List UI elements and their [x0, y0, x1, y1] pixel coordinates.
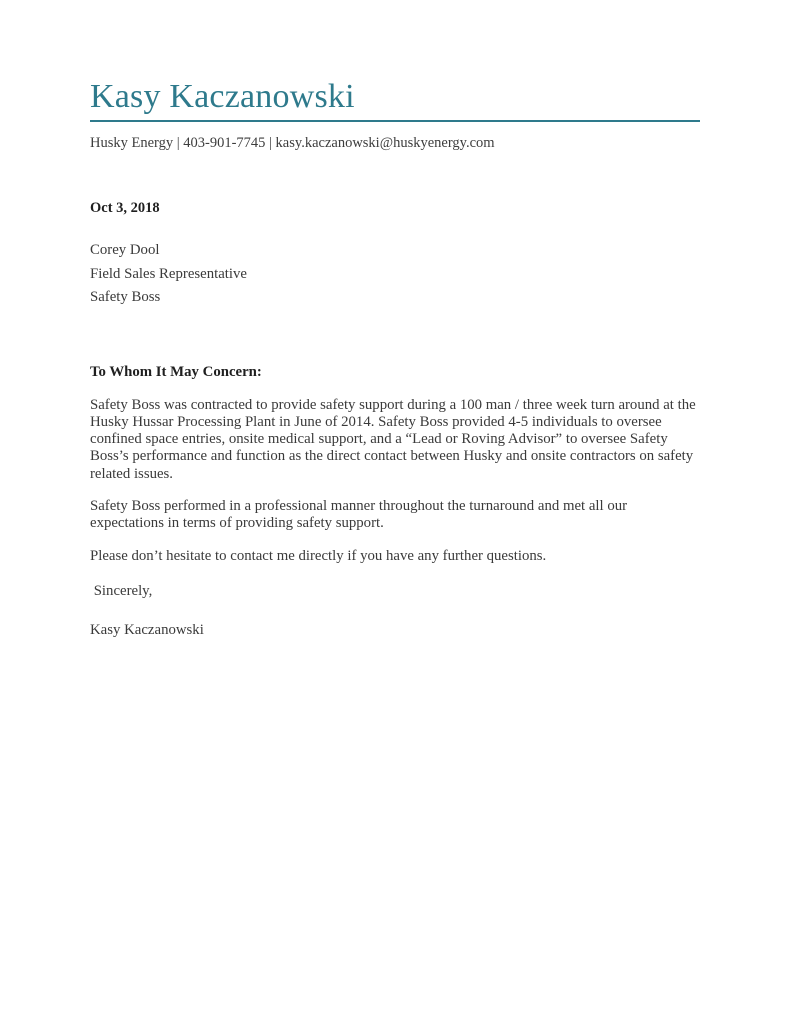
body-paragraph-1: Safety Boss was contracted to provide safety support during a 100 man / three week turn around at the Husky Hussar Processing Plant in June of 2014. Safety Boss provided 4-5 individuals to oversee confined space entries, onsite medical support, and a “Lead or Roving Advisor” to oversee Safety Boss’s performance and function as the direct contact between Husky and onsite contractors on safety related issues.	[90, 396, 696, 482]
letterhead	[90, 0, 700, 153]
closing-salutation: Sincerely,	[90, 582, 153, 599]
body-paragraph-3: Please don’t hesitate to contact me directly if you have any further questions.	[90, 547, 547, 564]
signature-name: Kasy Kaczanowski	[90, 622, 204, 639]
body-paragraph-2: Safety Boss performed in a professional manner throughout the turnaround and met all our expectations in terms of providing safety support.	[90, 497, 628, 532]
salutation: To Whom It May Concern:	[90, 363, 262, 380]
sender-contact-line: Husky Energy | 403-901-7745 | kasy.kaczanowski@huskyenergy.com	[90, 135, 495, 151]
sender-name: Kasy Kaczanowski	[90, 78, 355, 115]
recipient-company: Safety Boss	[90, 289, 161, 305]
letter-date: Oct 3, 2018	[90, 200, 160, 216]
recipient-block	[90, 218, 700, 310]
letter-content	[90, 0, 700, 639]
recipient-title: Field Sales Representative	[90, 265, 247, 282]
recipient-name: Corey Dool	[90, 242, 160, 258]
